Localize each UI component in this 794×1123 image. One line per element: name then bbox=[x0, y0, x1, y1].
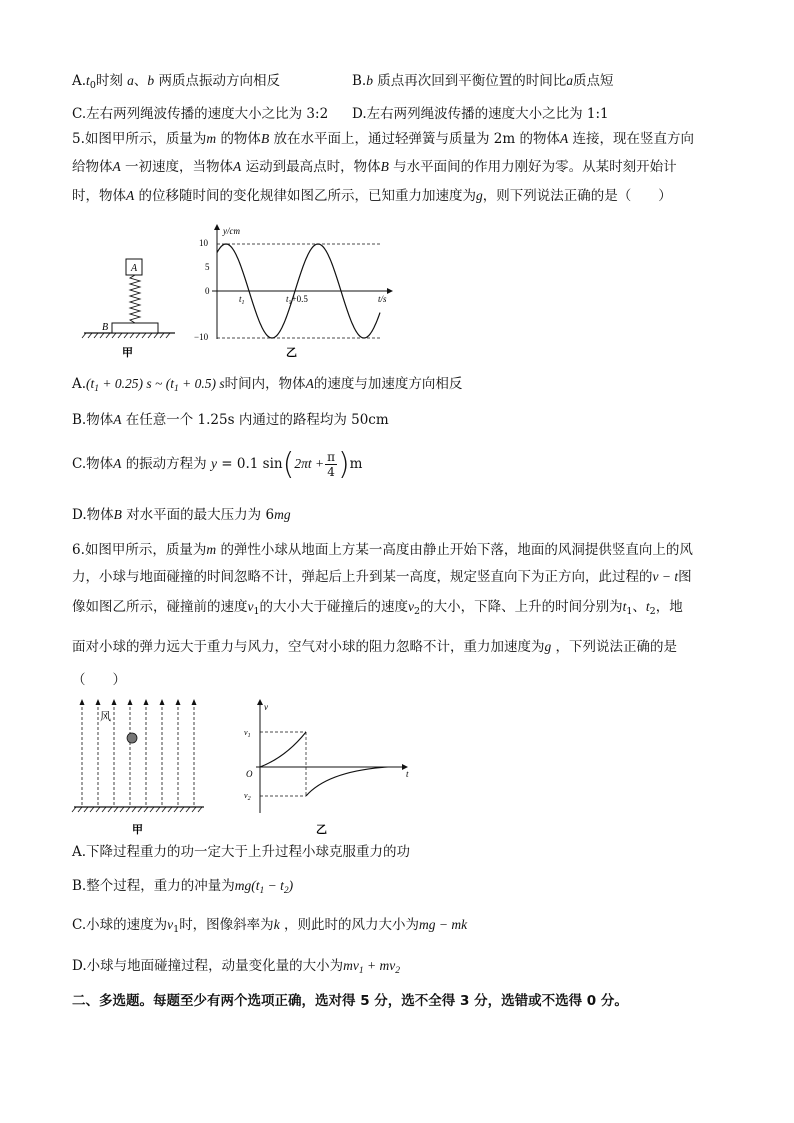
ground-hatch bbox=[138, 807, 142, 812]
tick-t1-plus: $t_1+0.5$ bbox=[286, 294, 308, 306]
ground-hatch bbox=[162, 807, 166, 812]
q5-stem-line3: 时，物体A 的位移随时间的变化规律如图乙所示，已知重力加速度为g，则下列说法正确的是（ ） bbox=[72, 188, 672, 204]
descent-curve bbox=[260, 732, 306, 767]
q4-option-d: D.左右两列绳波传播的速度大小之比为 1:1 bbox=[352, 106, 609, 122]
wind-arrow bbox=[160, 699, 165, 705]
ground-hatch bbox=[144, 807, 148, 812]
ground-hatch bbox=[114, 807, 118, 812]
ground-hatch bbox=[150, 807, 154, 812]
ascent-curve bbox=[306, 767, 388, 796]
ground-hatch bbox=[186, 807, 190, 812]
q5-fig-jia bbox=[82, 259, 175, 359]
q6-stem-line4: 面对小球的弹力远大于重力与风力，空气对小球的阻力忽略不计，重力加速度为g ，下列说法正确的是 bbox=[72, 639, 678, 655]
q4-option-c: C.左右两列绳波传播的速度大小之比为 3:2 bbox=[72, 106, 329, 122]
q6-fig-yi bbox=[244, 699, 409, 836]
ground-hatch bbox=[102, 807, 106, 812]
ground-hatch bbox=[198, 807, 202, 812]
tick-t1: $t_1$ bbox=[239, 294, 245, 306]
label-wind: 风 bbox=[100, 711, 111, 723]
ground-hatch bbox=[192, 807, 196, 812]
tick-minus-10: −10 bbox=[194, 332, 209, 342]
label-jia-6: 甲 bbox=[132, 824, 143, 836]
label-jia: 甲 bbox=[122, 347, 133, 359]
q6-option-b: B.整个过程，重力的冲量为$mg(t_1 - t_2)$ bbox=[72, 878, 294, 896]
ground-hatch bbox=[84, 807, 88, 812]
wind-arrow bbox=[80, 699, 85, 705]
wind-arrow bbox=[176, 699, 181, 705]
q4-option-a: $A.t_0$时刻 a、b 两质点振动方向相反 bbox=[72, 73, 280, 91]
q5-figure bbox=[80, 222, 410, 362]
origin-label: O bbox=[246, 769, 253, 779]
wind-arrow bbox=[144, 699, 149, 705]
q5-fig-yi bbox=[194, 224, 393, 359]
q6-stem-line5: （ ） bbox=[72, 672, 126, 688]
label-a: A bbox=[131, 263, 138, 274]
label-yi: 乙 bbox=[286, 347, 297, 359]
ground-hatch bbox=[90, 807, 94, 812]
q5-stem-line1: 5.如图甲所示，质量为m 的物体B 放在水平面上，通过轻弹簧与质量为 2m 的物体A 连接，现在竖直方向 bbox=[72, 131, 695, 147]
q6-stem-line1: 6.如图甲所示，质量为m 的弹性小球从地面上方某一高度由静止开始下落，地面的风洞提供竖直向上的风 bbox=[72, 542, 693, 558]
block-b bbox=[112, 323, 158, 333]
tick-5: 5 bbox=[205, 262, 210, 272]
q6-option-a: A.下降过程重力的功一定大于上升过程小球克服重力的功 bbox=[72, 844, 411, 860]
v-axis-label: v bbox=[264, 702, 268, 712]
ground-hatch bbox=[174, 807, 178, 812]
q5-stem-line2: 给物体A 一初速度，当物体A 运动到最高点时，物体B 与水平面间的作用力刚好为零。从某时刻开始计 bbox=[72, 159, 677, 175]
q6-fig-jia bbox=[72, 699, 204, 836]
ball bbox=[127, 733, 137, 743]
ground-hatch bbox=[126, 807, 130, 812]
wind-arrow bbox=[192, 699, 197, 705]
ground-hatch bbox=[108, 807, 112, 812]
label-b: B bbox=[102, 322, 109, 333]
q5-option-d: D.物体B 对水平面的最大压力为 6mg bbox=[72, 507, 291, 523]
q6-figure bbox=[70, 695, 420, 840]
q6-option-c: C.小球的速度为$v_1$时，图像斜率为k ，则此时的风力大小为mg − mk bbox=[72, 917, 468, 935]
tick-10: 10 bbox=[199, 238, 208, 248]
t-axis-label: t/s bbox=[378, 294, 387, 304]
wind-arrow bbox=[96, 699, 101, 705]
q5-option-b: B.物体A 在任意一个 1.25s 内通过的路程均为 50cm bbox=[72, 412, 389, 428]
ground-hatch bbox=[180, 807, 184, 812]
spring bbox=[130, 275, 140, 323]
q5-option-a: $A.(t_1 + 0.25)$ s ~ $(t_1 + 0.5)$ s时间内，物体A的速度与加速度方向相反 bbox=[72, 376, 463, 394]
q5-option-c: C.物体A 的振动方程为 y = 0.1 sin(2πt + $\frac{\pi}{4}$ )m bbox=[72, 447, 363, 482]
tick-0: 0 bbox=[205, 286, 210, 296]
t-axis-label-6: t bbox=[406, 769, 409, 779]
wind-arrow bbox=[128, 699, 133, 705]
wind-arrow bbox=[112, 699, 117, 705]
q6-option-d: D.小球与地面碰撞过程，动量变化量的大小为$mv_1 + mv_2$ bbox=[72, 958, 400, 976]
q6-stem-line3: 像如图乙所示，碰撞前的速度$v_1$的大小大于碰撞后的速度$v_2$的大小，下降、上升的时间分别为$t_1$、$t_2$，地 bbox=[72, 599, 683, 617]
v2-label: $v_2$ bbox=[244, 791, 251, 802]
ground-hatch bbox=[78, 807, 82, 812]
y-axis-label: y/cm bbox=[223, 226, 240, 236]
ground-hatch bbox=[96, 807, 100, 812]
ground-hatch bbox=[72, 807, 76, 812]
v1-label: $v_1$ bbox=[244, 728, 251, 739]
ground-hatch bbox=[156, 807, 160, 812]
ground-hatch bbox=[132, 807, 136, 812]
q4-option-b: B.b 质点再次回到平衡位置的时间比a质点短 bbox=[352, 73, 614, 89]
ground-hatch bbox=[168, 807, 172, 812]
ground-hatch bbox=[120, 807, 124, 812]
label-yi-6: 乙 bbox=[316, 824, 327, 836]
q6-stem-line2: 力，小球与地面碰撞的时间忽略不计，弹起后上升到某一高度，规定竖直向下为正方向，此过程的v − t图 bbox=[72, 569, 692, 585]
section-2-heading: 二、多选题。每题至少有两个选项正确，选对得 5 分，选不全得 3 分，选错或不选得 0 分。 bbox=[72, 993, 628, 1009]
